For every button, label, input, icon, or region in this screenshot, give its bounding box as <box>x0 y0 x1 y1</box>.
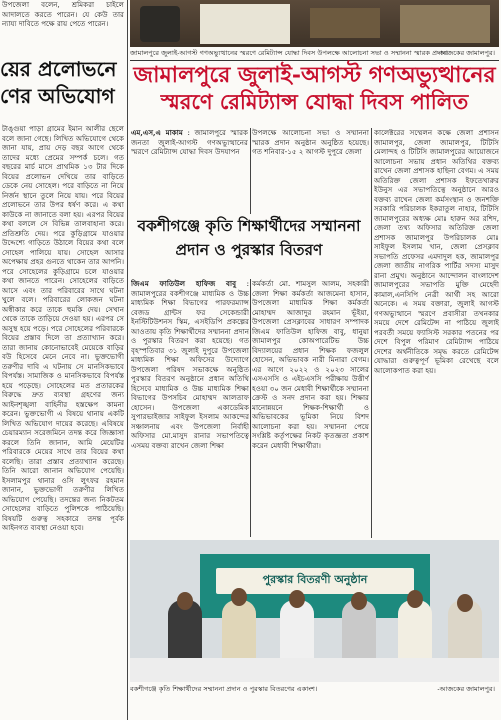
top-caption-credit: -আজকের জামালপুর। <box>437 49 495 57</box>
column-divider <box>371 128 372 538</box>
sub-article-col2 <box>252 279 369 537</box>
sub-headline-line2: প্রদান ও পুরস্কার বিতরণ <box>175 240 323 259</box>
top-caption-text: জামালপুরে জুলাই-আগস্ট গণঅভ্যুত্থানের স্মরণে রেমিট্যান্স যোদ্ধা দিবস উপলক্ষে আলোচনা সভা ও সম্মাননা স্মারক প্রদান। <box>130 49 449 57</box>
main-byline: এম,এস,এ মাকাম <box>131 128 183 137</box>
bottom-caption-text: বকশীগঞ্জে কৃতি শিক্ষার্থীদের সম্মাননা প্রদান ও পুরস্কার বিতরণের একাংশ। <box>130 685 318 693</box>
bottom-photo-banner: পুরস্কার বিতরণী অনুষ্ঠান <box>262 573 368 586</box>
column-divider <box>250 279 251 537</box>
main-headline-line1: জামালপুরে জুলাই-আগস্ট গণঅভ্যুত্থানের <box>133 62 496 88</box>
column-divider <box>127 0 128 720</box>
sub-headline-line1: বকশীগঞ্জে কৃতি শিক্ষার্থীদের সম্মাননা <box>137 216 361 235</box>
top-photo <box>130 0 499 47</box>
left-top-text: উপজেলা বলেন, শ্রমিকরা চাইলে আদালতে করতে পারেন। যে কেউ তার ন্যায্য দাবিতে পক্ষে রায় পেতে পারেন। <box>2 0 124 28</box>
main-headline <box>130 62 499 112</box>
main-right-text: কালেক্টরের সম্মেলন কক্ষে জেলা প্রশাসন জামালপুর, জেলা জামালপুর, টিটিসি মেলান্দহ ও টিটিসি জামালপুরের আয়োজনে আলোচনা সভায় প্রধান অতিথির বক্তব্য রাখেন জেলা প্রশাসক হাছিনা বেগম। এ সময় অতিরিক্ত জেলা প্রশাসক ইফতেখারুর ইউনুস এর সভাপতিত্বে অনুষ্ঠানে আরও বক্তব্য রাখেন জেলা কর্মসংস্থান ও জনশক্তি সরকারি পরিচালক ইকরাতুল নাহার, টিটিসি জামালপুরের অধ্যক্ষ মোঃ হারুন অর রশিদ, জেলা তথ্য অফিসার অতিরিক্ত জেলা প্রশাসক জামালপুর উপরিচালক মোঃ সাইফুল ইসলাম খান, জেলা প্রেসক্লাব সভাপতি প্রফেসর এমদাদুল হক, জামালপুর জেলা জাতীয় নাগরিক পার্টির সদস্য মাসুদ রানা প্রমুখ। অনুষ্ঠানে আন্দোলন বাংলাদেশ জামালপুরের সভাপতি মুক্তি মেহেদী কামাল,এনসিপি নেত্রী আর্থী সহ আরো অনেকে। এ সময় বক্তারা, জুলাই আগস্ট গণঅভ্যুত্থানে স্মরণে প্রবাসীরা তখনকার সময়ে দেশে রেমিটেন্স না পাঠিয়ে জুলাই পরবর্তী সময়ে ফ্যাসিস্ট সরকার পতনের পর দেশে বিপুল পরিমাণ রেমিট্যান্স পাঠিয়ে দেশের অর্থনীতিকে সমৃদ্ধ করতে রেমিটেন্স যোদ্ধারা গুরুত্বপূর্ণ ভূমিকা রেখেছে বলে আলোকপাত করা হয়। <box>374 128 499 375</box>
sub-byline: জিএম ফাতিউল হাফিজ বাবু <box>131 279 237 288</box>
sub-article-col1: জিএম ফাতিউল হাফিজ বাবু : জামালপুরের বকশীগঞ্জে মাধ্যমিক ও উচ্চ মাধ্যমিক শিক্ষা বিভাগের পারফরম্যান্স বেজড গ্রান্টস ফর সেকেন্ডারী ইনস্টিটিউশনস স্কিম, এসইডিপি প্রকল্পের আওতায় কৃতি শিক্ষার্থীদের সম্মাননা প্রদান ও পুরস্কার বিতরণ করা হয়েছে। গত বৃহস্পতিবার ৩১ জুলাই দুপুরে উপজেলা মাধ্যমিক শিক্ষা অফিসের উদ্যোগে উপজেলা পরিষদ সভাকক্ষে অনুষ্ঠিত পুরস্কার বিতরণ অনুষ্ঠানে প্রধান অতিথি হিসেবে মাধ্যমিক ও উচ্চ মাধ্যমিক শিক্ষা বিভাগের উপসচিব মোহাম্মদ আলতাফ হোসেন। উপজেলা একাডেমিক সুপারভাইজার সাইফুল ইসলাম আকন্দের সঞ্চালনায় এবং উপজেলা নির্বাহী অফিসার মো.মাসুদ রানার সভাপতিত্বে এসময় বক্তব্য রাখেন জেলা শিক্ষা <box>131 279 249 450</box>
sub-col1-text: জামালপুরের বকশীগঞ্জে মাধ্যমিক ও উচ্চ মাধ্যমিক শিক্ষা বিভাগের পারফরম্যান্স বেজড গ্রান্টস ফর সেকেন্ডারী ইনস্টিটিউশনস স্কিম, এসইডিপি প্রকল্পের আওতায় কৃতি শিক্ষার্থীদের সম্মাননা প্রদান ও পুরস্কার বিতরণ করা হয়েছে। গত বৃহস্পতিবার ৩১ জুলাই দুপুরে উপজেলা মাধ্যমিক শিক্ষা অফিসের উদ্যোগে উপজেলা পরিষদ সভাকক্ষে অনুষ্ঠিত পুরস্কার বিতরণ অনুষ্ঠানে প্রধান অতিথি হিসেবে মাধ্যমিক ও উচ্চ মাধ্যমিক শিক্ষা বিভাগের উপসচিব মোহাম্মদ আলতাফ হোসেন। উপজেলা একাডেমিক সুপারভাইজার সাইফুল ইসলাম আকন্দের সঞ্চালনায় এবং উপজেলা নির্বাহী অফিসার মো.মাসুদ রানার সভাপতিত্বে এসময় বক্তব্য রাখেন জেলা শিক্ষা <box>131 288 249 450</box>
main-article-col2 <box>252 128 369 214</box>
left-article-body <box>2 124 124 718</box>
left-article-headline <box>0 56 126 120</box>
left-headline-line1: য়ের প্রলোভনে <box>0 57 117 81</box>
main-article-col1: এম,এস,এ মাকাম : জামালপুরে স্মারক জনতা জুলাই-আগস্ট গণঅভ্যুত্থানের স্মরণে রেমিট্যান্স যোদ্ধা দিবস উদযাপন <box>131 128 248 156</box>
column-divider <box>250 128 251 214</box>
bottom-caption-credit: -আজকের জামালপুর। <box>437 685 495 693</box>
main-col1-text: জামালপুরে স্মারক জনতা জুলাই-আগস্ট গণঅভ্যুত্থানের স্মরণে রেমিট্যান্স যোদ্ধা দিবস উদযাপন <box>131 128 248 156</box>
sub-headline <box>130 214 368 278</box>
sub-col2-text: কর্মকর্তা মো. শামসুল আলম, সহকারী জেলা শিক্ষা কর্মকর্তা আজমেনা হাসান, উপজেলা মাধ্যমিক শিক্ষা কর্মকর্তা মোহাম্মদ আজাদুর রহমান ভূঁইয়া, উপজেলা প্রেসক্লাবের সাধারণ সম্পাদক জিএম ফাতিউল হাফিজ বাবু, ধানুয়া জামালপুর কোঅপারেটিভ উচ্চ বিদ্যালয়ের প্রধান শিক্ষক ফজলুল হোসেন, অভিভাবক নারী মিনারা বেগম। এর আগে ২০২২ ও ২০২৩ সালের এসএসসি ও এইচএসসি পরীক্ষায় উত্তীর্ণ হওয়া ৩০ জন মেধাবী শিক্ষার্থীকে সম্মাননা ক্রেস্ট ও সনদ প্রদান করা হয়। শিক্ষার মানোন্নয়নে শিক্ষক-শিক্ষার্থী ও অভিভাবকের ভূমিকা নিয়ে বিশদ আলোচনা করা হয়। সম্মাননা পেয়ে সংশ্লিষ্ট কর্তৃপক্ষের নিকট কৃতজ্ঞতা প্রকাশ করেন মেধাবী শিক্ষার্থীরা। <box>252 279 369 450</box>
bottom-photo-caption <box>130 684 499 695</box>
left-body-text: টাঙ্গুয়া পাড়া গ্রামের ইমান আলীর ছেলে বলে জানা গেছে। লিখিত অভিযোগে থেকে জানা যায়, প্রায় দেড় বছর আগে থেকে তাদের মধ্যে প্রেমের সম্পর্ক চলে। গত বছরের মার্চ মাসে প্রাথমিক ১৩ টার দিকে বিয়ের প্রলোভন দেখিয়ে তার বাড়িতে ডেকে নেয় সোহেল। পরে বাড়িতে না নিয়ে নির্জন স্থানে তুলে নিয়ে যায়। পরে বিয়ের প্রলোভনে তার উপর ধর্ষণ করে। এ কথা কাউকে না জানাতে বলা হয়। এরপর বিয়ের কথা বললে সে বিভিন্ন তালবাহানা করে। প্রতিশ্রুতি দেয়। পরে কুড়িগ্রামে যাওয়ার উদ্দেশ্যে গাড়িতে উঠালে বিয়ের কথা বলে সোহেল পালিয়ে যায়। সোহেল আসার অপেক্ষায় প্রহর গুনতে থাকেন তার আপনি। পরে সোহেলের কুড়িগ্রামে চলে যাওয়ার কথা জানতে পারেন। সোহেলের বাড়িতে আসে এবং তার পরিবারের সাথে ঘটনা খুলে বলে। পরিবারের লোকজন ঘটনা অস্বীকার করে তাকে হুমকি দেয়। সেখান থেকে তাকে তাড়িয়ে দেওয়া হয়। এরপর সে অসুস্থ হয়ে পড়ে। পরে সোহেলের পরিবারকে বিয়ের প্রস্তাব দিলে তা প্রত্যাখ্যান করে। তারা জানায় কোনোভাবেই মেয়েকে বাড়ির বউ হিসেবে মেনে নেবে না। ভুক্তভোগী তরুণীর দাবি এ ঘটনায় সে মানসিকভাবে বিপর্যস্ত। সামাজিক ও মানসিকভাবে বিপর্যস্ত হয়ে পড়েছে। সোহেলের মত প্রতারকের বিরুদ্ধে দ্রুত ব্যবস্থা গ্রহণের জন্য আইনশৃঙ্খলা বাহিনীর হস্তক্ষেপ কামনা করেন। ভুক্তভোগী এ বিষয়ে থানায় একটি লিখিত অভিযোগ দায়ের করেছে। এবিষয়ে চেয়ারম্যান সরেজমিনে তদন্ত করে জিজ্ঞাসা করলে তিনি জানান, আমি মেয়েটির পরিবারকে মেয়ের সাথে তার বিয়ের কথা বলেছি। তারা প্রস্তাব প্রত্যাখ্যান করেছে। তিনি আরো জানান অভিযোগ পেয়েছি। ইসলামপুর থানার ওসি লুৎফর রহমান জানান, ভুক্তভোগী তরুণীর লিখিত অভিযোগ পেয়েছি। তদন্তের জন্য নিকটতম সোহেলের বাড়িতে পুলিশকে পাঠিয়েছি। বিষয়টি গুরুত্ব সহকারে তদন্ত পূর্বক আইনগত ব্যবস্থা নেওয়া হবে। <box>2 124 124 532</box>
bottom-photo <box>130 540 499 682</box>
main-headline-line2: স্মরণে রেমিট্যান্স যোদ্ধা দিবস পালিত <box>160 89 469 114</box>
main-col2-text: উপলক্ষে আলোচনা সভা ও সম্মাননা স্মারক প্রদান অনুষ্ঠান অনুষ্ঠিত হয়েছে। গত শনিবার-১৫ ২ আগস্ট দুপুরে জেলা <box>252 128 369 156</box>
left-top-fragment <box>2 0 124 54</box>
top-photo-caption <box>130 48 499 59</box>
left-headline-line2: ণের অভিযোগ <box>0 84 115 108</box>
horizontal-rule <box>130 60 499 61</box>
